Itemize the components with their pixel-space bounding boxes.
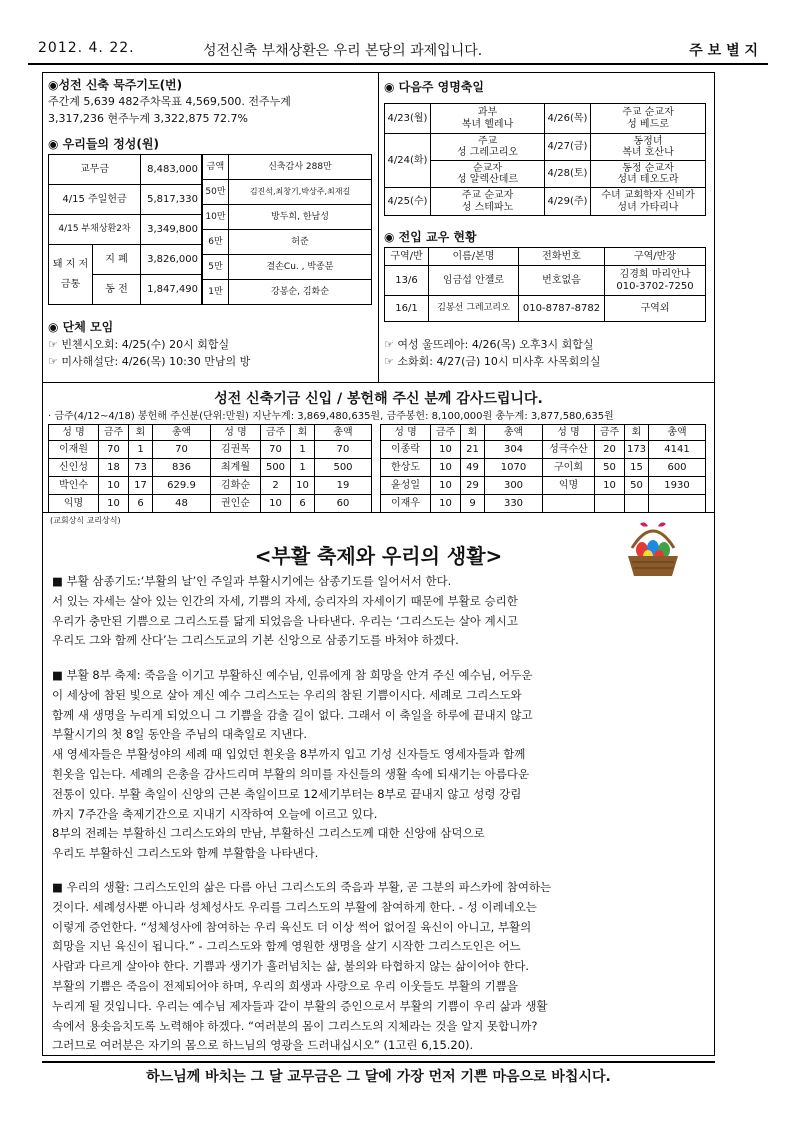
gift-amount: 10만 bbox=[203, 205, 229, 230]
donor-name: 익명 bbox=[49, 495, 99, 513]
donor-value: 10 bbox=[431, 441, 461, 459]
donor-value: 50 bbox=[625, 477, 649, 495]
donor-row bbox=[381, 459, 706, 477]
donor-header: 회 bbox=[291, 425, 315, 441]
donor-name: 이재우 bbox=[381, 495, 431, 513]
donor-value: 1 bbox=[129, 441, 153, 459]
column-divider bbox=[378, 72, 379, 382]
donor-header: 금주 bbox=[595, 425, 625, 441]
piggy-amount: 1,847,490 bbox=[141, 275, 202, 305]
donor-header: 총액 bbox=[485, 425, 543, 441]
donor-name: 익명 bbox=[543, 477, 595, 495]
feast-saint: 복녀 호산나 bbox=[622, 147, 674, 158]
offering-title: ◉ 우리들의 정성(원) bbox=[48, 137, 159, 151]
donor-value: 10 bbox=[291, 477, 315, 495]
gift-amount: 5만 bbox=[203, 255, 229, 280]
donor-value: 629.9 bbox=[153, 477, 211, 495]
transfer-leader: 구역외 bbox=[605, 296, 706, 322]
transfer-name: 임금섭 안젤로 bbox=[429, 266, 519, 296]
feast-saint: 성녀 가타리나 bbox=[617, 201, 679, 213]
offering-label: 4/15 주일헌금 bbox=[49, 185, 141, 215]
donor-row bbox=[49, 441, 372, 459]
paragraph-line: ■ 부활 삼종기도:‘부활의 날’인 주일과 부활시기에는 삼종기도를 일어서서 한다. bbox=[52, 574, 452, 588]
donor-value bbox=[595, 495, 625, 513]
donor-header: 회 bbox=[129, 425, 153, 441]
paragraph-line: 이렇게 증언한다. “성체성사에 참여하는 우리 육신도 더 이상 썩어 없어질 육신이 아니고, 부활의 bbox=[52, 919, 532, 934]
paragraph-line: 8부의 전례는 부활하신 그리스도와의 만남, 부활하신 그리스도께 대한 신앙애 삼덕으로 bbox=[52, 826, 485, 841]
feast-title: 동정 순교자 bbox=[622, 162, 674, 174]
donor-value: 73 bbox=[129, 459, 153, 477]
paragraph-line: 부활시기의 첫 8일 동안을 주님의 대축일로 지낸다. bbox=[52, 727, 308, 742]
donor-value: 10 bbox=[431, 495, 461, 513]
piggy-bank-label: 돼 지 저금통 bbox=[49, 245, 93, 305]
donor-value: 21 bbox=[461, 441, 485, 459]
donor-table-right bbox=[380, 424, 706, 513]
donor-name: 이종락 bbox=[381, 441, 431, 459]
paragraph-line: 우리가 충만된 기쁨으로 그리스도를 닮게 되었음을 나타낸다. 우리는 ‘그리스도는 살아 계시고 bbox=[52, 613, 519, 628]
donor-value: 1 bbox=[291, 441, 315, 459]
donor-header: 성 명 bbox=[381, 425, 431, 441]
piggy-label: 지 폐 bbox=[93, 245, 141, 275]
donor-value: 6 bbox=[129, 495, 153, 513]
feast-date: 4/27(금) bbox=[545, 134, 591, 161]
donor-value: 18 bbox=[99, 459, 129, 477]
paragraph-line: 우리도 그와 함께 산다’는 그리스도교의 기본 신앙으로 삼종기도를 바쳐야 하겠다. bbox=[52, 633, 459, 648]
feast-title: 주교 순교자 bbox=[622, 107, 674, 118]
feast-date: 4/26(목) bbox=[545, 104, 591, 134]
footer-note: 하느님께 바치는 그 달 교무금은 그 달에 가장 먼저 기쁜 마음으로 바칩시다. bbox=[146, 1069, 611, 1085]
donor-value: 10 bbox=[595, 477, 625, 495]
donor-value: 300 bbox=[485, 477, 543, 495]
thanks-summary: · 금주(4/12~4/18) 봉헌해 주신분(단위:만원) 지난누계: 3,869,480,635원, 금주봉헌: 8,100,000원 총누계: 3,877,580,635원 bbox=[48, 411, 614, 422]
donor-value: 304 bbox=[485, 441, 543, 459]
donor-value: 70 bbox=[261, 441, 291, 459]
paragraph-line: 속에서 용솟음치도록 노력해야 하겠다. “여러분의 몸이 그리스도의 지체라는 것을 알지 못합니까? bbox=[52, 1018, 538, 1033]
paragraph-line: 전통이 있다. 부활 축일이 신앙의 근본 축일이므로 12세기부터는 8부로 끝내지 않고 성령 강림 bbox=[52, 786, 522, 801]
donor-name: 권인순 bbox=[211, 495, 261, 513]
feast-date: 4/23(월) bbox=[385, 104, 431, 134]
offering-label: 교무금 bbox=[49, 155, 141, 185]
offering-amount: 5,817,330 bbox=[141, 185, 202, 215]
transfer-leader: 김경희 마리안나 bbox=[619, 269, 691, 280]
paragraph-line: 사람과 다르게 살아야 한다. 기쁨과 생기가 흘러넘치는 삶, 불의와 타협하지 않는 삶이어야 한다. bbox=[52, 959, 529, 974]
notice-item: ☞ 소화회: 4/27(금) 10시 미사후 사목회의실 bbox=[384, 355, 601, 368]
donor-value: 500 bbox=[315, 459, 372, 477]
paragraph-line: 것이다. 세례성사뿐 아니라 성체성사도 우리를 그리스도의 부활에 참여하게 한다. - 성 이레네오는 bbox=[52, 899, 537, 914]
thanks-title: 성전 신축기금 신입 / 봉헌해 주신 분께 감사드립니다. bbox=[214, 391, 543, 407]
ribbon-bow bbox=[640, 522, 666, 526]
feature-title: <부활 축제와 우리의 생활> bbox=[254, 544, 503, 568]
feast-saint: 성 스테파노 bbox=[461, 201, 514, 213]
donor-value: 10 bbox=[99, 477, 129, 495]
donor-header: 총액 bbox=[153, 425, 211, 441]
header-headline: 성전신축 부채상환은 우리 본당의 과제입니다. bbox=[203, 43, 483, 59]
donor-value: 173 bbox=[625, 441, 649, 459]
paragraph-line: 그러므로 여러분은 자기의 몸으로 하느님의 영광을 드러내십시오” (1고린 6,15.20). bbox=[52, 1038, 474, 1053]
donor-value: 50 bbox=[595, 459, 625, 477]
donor-row bbox=[49, 459, 372, 477]
feast-saint: 성녀 테오도라 bbox=[617, 174, 679, 185]
prayer-title: ◉성전 신축 묵주기도(번) bbox=[48, 78, 183, 92]
donor-name: 김화순 bbox=[211, 477, 261, 495]
transfer-table bbox=[384, 247, 706, 322]
feast-saint: 복녀 헬레나 bbox=[461, 118, 514, 130]
donor-header: 회 bbox=[625, 425, 649, 441]
paragraph-octave bbox=[52, 666, 702, 864]
piggy-amount: 3,826,000 bbox=[141, 245, 202, 275]
piggy-label: 동 전 bbox=[93, 275, 141, 305]
gift-amount: 6만 bbox=[203, 230, 229, 255]
donor-value: 836 bbox=[153, 459, 211, 477]
feast-title: 동정녀 bbox=[633, 135, 663, 147]
feast-date: 4/28(토) bbox=[545, 161, 591, 188]
donor-value bbox=[625, 495, 649, 513]
paragraph-line: 희망을 지닌 육신이 됩니다.” - 그리스도와 함께 영원한 생명을 살기 시작한 그리스도인은 어느 bbox=[52, 939, 521, 954]
donor-value: 70 bbox=[99, 441, 129, 459]
paragraph-line: 서 있는 자세는 살아 있는 인간의 자세, 기쁨의 자세, 승리자의 자세이기 때문에 부활로 승리한 bbox=[52, 593, 518, 608]
gift-names: 신축감사 288만 bbox=[229, 155, 372, 180]
donor-value: 1 bbox=[291, 459, 315, 477]
donor-row bbox=[381, 441, 706, 459]
donor-value bbox=[649, 495, 706, 513]
transfer-header: 이름/본명 bbox=[429, 248, 519, 266]
feast-date: 4/25(수) bbox=[385, 188, 431, 216]
donor-table-left bbox=[48, 424, 372, 513]
feast-title: 과부 bbox=[477, 107, 498, 118]
donor-name: 김권목 bbox=[211, 441, 261, 459]
paragraph-life bbox=[52, 878, 702, 1056]
donor-value: 500 bbox=[261, 459, 291, 477]
donor-row bbox=[49, 477, 372, 495]
paragraph-line: ■ 우리의 생활: 그리스도인의 삶은 다름 아닌 그리스도의 죽음과 부활, 곧 그분의 파스카에 참여하는 bbox=[52, 880, 552, 894]
section-divider-top bbox=[42, 382, 715, 383]
donor-value: 6 bbox=[291, 495, 315, 513]
donor-value: 1070 bbox=[485, 459, 543, 477]
transfer-header: 전화번호 bbox=[519, 248, 605, 266]
donor-header: 금주 bbox=[99, 425, 129, 441]
bulletin-label: 주 보 별 지 bbox=[689, 43, 758, 59]
donor-value: 70 bbox=[315, 441, 372, 459]
paragraph-angelus bbox=[52, 572, 702, 651]
donor-name: 이재원 bbox=[49, 441, 99, 459]
donor-value: 20 bbox=[595, 441, 625, 459]
transfer-phone: 번호없음 bbox=[519, 266, 605, 296]
donor-value: 49 bbox=[461, 459, 485, 477]
transfer-area: 16/1 bbox=[385, 296, 429, 322]
donor-header: 회 bbox=[461, 425, 485, 441]
offering-table bbox=[48, 154, 202, 305]
footer-rule bbox=[42, 1061, 715, 1063]
donor-value: 29 bbox=[461, 477, 485, 495]
feast-title: 순교자 bbox=[473, 162, 502, 174]
donor-name: 신인성 bbox=[49, 459, 99, 477]
feast-title: 주교 순교자 bbox=[461, 190, 514, 201]
paragraph-line: 흰옷을 입는다. 세례의 은총을 감사드리며 부활의 의미를 자신들의 생활 속에 되새기는 아름다운 bbox=[52, 766, 530, 781]
donor-header: 금주 bbox=[431, 425, 461, 441]
transfer-header: 구역/반 bbox=[385, 248, 429, 266]
paragraph-line: 새 영세자들은 부활성야의 세례 때 입었던 흰옷을 8부까지 입고 기성 신자들도 영세자들과 함께 bbox=[52, 747, 526, 762]
donor-value: 330 bbox=[485, 495, 543, 513]
donor-value: 70 bbox=[153, 441, 211, 459]
feast-table bbox=[384, 103, 706, 216]
feast-saint: 성 베드로 bbox=[627, 118, 669, 130]
donor-header: 성 명 bbox=[543, 425, 595, 441]
donor-name: 한상도 bbox=[381, 459, 431, 477]
transfer-area: 13/6 bbox=[385, 266, 429, 296]
feast-date: 4/29(주) bbox=[545, 188, 591, 216]
gift-names: 허준 bbox=[229, 230, 372, 255]
paragraph-line: 부활의 기쁨은 죽음이 전제되어야 하며, 우리의 희생과 사랑으로 우리 이웃들도 부활의 기쁨을 bbox=[52, 978, 519, 993]
paragraph-line: 까지 7주간을 축제기간으로 지내기 시작하여 오늘에 이르고 있다. bbox=[52, 806, 378, 821]
donor-row bbox=[49, 495, 372, 513]
transfer-title: ◉ 전입 교우 현황 bbox=[384, 230, 477, 244]
transfer-phone: 010-8787-8782 bbox=[519, 296, 605, 322]
gift-amount: 금액 bbox=[203, 155, 229, 180]
feast-title: 주교 bbox=[477, 135, 498, 147]
donor-header: 총액 bbox=[315, 425, 372, 441]
transfer-header: 구역/반장 bbox=[605, 248, 706, 266]
donor-value: 10 bbox=[431, 459, 461, 477]
feast-saint: 성 그레고리오 bbox=[456, 147, 519, 158]
transfer-name: 김봉선 그레고리오 bbox=[429, 296, 519, 322]
donor-name: 최계월 bbox=[211, 459, 261, 477]
groups-title: ◉ 단체 모임 bbox=[48, 320, 114, 334]
donor-value: 19 bbox=[315, 477, 372, 495]
paragraph-line: 우리도 부활하신 그리스도와 함께 부활함을 나타낸다. bbox=[52, 846, 319, 861]
notice-item: ☞ 여성 울뜨레아: 4/26(목) 오후3시 회합실 bbox=[384, 338, 594, 351]
gift-amount: 1만 bbox=[203, 280, 229, 305]
donor-value: 10 bbox=[261, 495, 291, 513]
donor-value: 10 bbox=[99, 495, 129, 513]
donor-header: 금주 bbox=[261, 425, 291, 441]
feast-date: 4/24(화) bbox=[385, 134, 431, 188]
donor-name: 성극수산 bbox=[543, 441, 595, 459]
donor-name: 박인수 bbox=[49, 477, 99, 495]
donor-name: 구이회 bbox=[543, 459, 595, 477]
gift-names: 결손Cu. , 박종분 bbox=[229, 255, 372, 280]
paragraph-line: ■ 부활 8부 축제: 죽음을 이기고 부활하신 예수님, 인류에게 참 희망을 안겨 주신 예수님, 어두운 bbox=[52, 668, 533, 682]
group-item: ☞ 빈첸시오회: 4/25(수) 20시 회합실 bbox=[48, 338, 230, 351]
prayer-line-2: 3,317,236 현주누계 3,322,875 72.7% bbox=[48, 112, 248, 125]
donor-name bbox=[543, 495, 595, 513]
donor-value: 60 bbox=[315, 495, 372, 513]
donor-header: 성 명 bbox=[49, 425, 99, 441]
donor-row bbox=[381, 477, 706, 495]
donor-value: 17 bbox=[129, 477, 153, 495]
gift-names: 방두희, 한남성 bbox=[229, 205, 372, 230]
transfer-leader-phone: 010-3702-7250 bbox=[616, 280, 694, 292]
donor-value: 1930 bbox=[649, 477, 706, 495]
donor-value: 48 bbox=[153, 495, 211, 513]
donor-value: 4141 bbox=[649, 441, 706, 459]
feast-saint: 성 알렉산데르 bbox=[456, 174, 519, 185]
gift-table bbox=[202, 154, 372, 305]
donor-value: 2 bbox=[261, 477, 291, 495]
prayer-line-1: 주간계 5,639 482주차목표 4,569,500. 전주누계 bbox=[48, 95, 291, 108]
bulletin-date: 2012. 4. 22. bbox=[38, 40, 135, 56]
page-header bbox=[28, 40, 768, 62]
donor-header: 성 명 bbox=[211, 425, 261, 441]
paragraph-line: 함께 새 생명을 누리게 되었으니 그 기쁨을 감출 길이 없다. 그래서 이 축일을 하루에 끝내지 않고 bbox=[52, 707, 533, 722]
gift-names: 강봉순, 김화순 bbox=[229, 280, 372, 305]
header-rule bbox=[28, 63, 768, 65]
donor-value: 600 bbox=[649, 459, 706, 477]
gift-names: 김진석,최창기,박상주,최재길 bbox=[229, 180, 372, 205]
feast-title: 수녀 교회학자 신비가 bbox=[601, 190, 695, 201]
donor-row bbox=[381, 495, 706, 513]
feasts-title: ◉ 다음주 영명축일 bbox=[384, 80, 484, 94]
donor-value: 9 bbox=[461, 495, 485, 513]
paragraph-line: 누리게 될 것입니다. 우리는 예수님 제자들과 같이 부활의 증인으로서 부활의 기쁨이 우리 삶과 생활 bbox=[52, 998, 548, 1013]
offering-label: 4/15 부채상환2차 bbox=[49, 215, 141, 245]
offering-amount: 8,483,000 bbox=[141, 155, 202, 185]
catechism-note: (교회상식 교리상식) bbox=[50, 516, 121, 525]
offering-amount: 3,349,800 bbox=[141, 215, 202, 245]
group-item: ☞ 미사해설단: 4/26(목) 10:30 만남의 방 bbox=[48, 355, 251, 368]
paragraph-line: 이 세상에 참된 빛으로 살아 계신 예수 그리스도는 우리의 참된 기쁨이시다. 세례로 그리스도와 bbox=[52, 687, 522, 702]
donor-header: 총액 bbox=[649, 425, 706, 441]
gift-amount: 50만 bbox=[203, 180, 229, 205]
donor-value: 15 bbox=[625, 459, 649, 477]
donor-name: 윤성일 bbox=[381, 477, 431, 495]
donor-value: 10 bbox=[431, 477, 461, 495]
